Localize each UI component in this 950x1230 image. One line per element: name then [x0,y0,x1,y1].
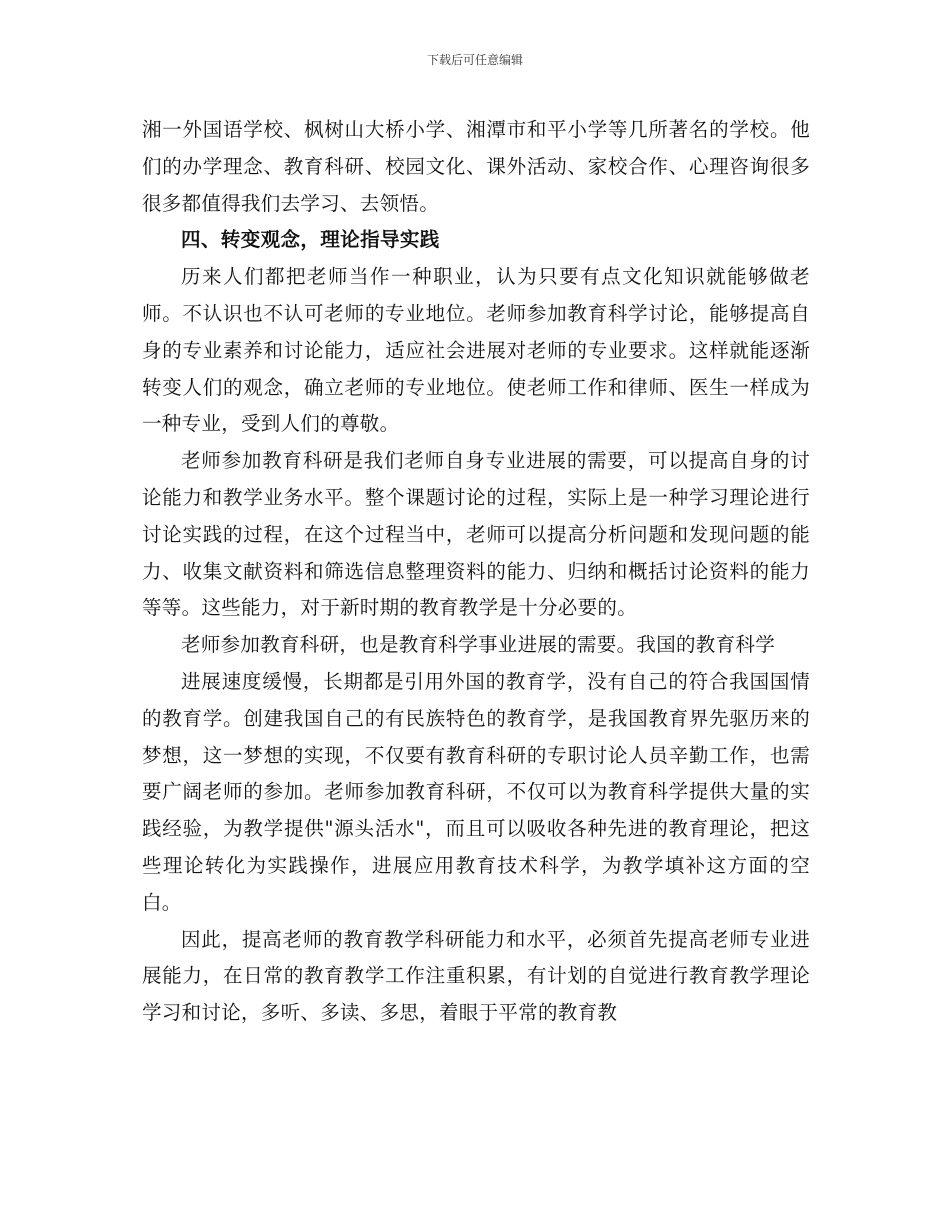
section-heading: 四、转变观念，理论指导实践 [181,228,440,252]
paragraph-education-science: 老师参加教育科研，也是教育科学事业进展的需要。我国的教育科学 [181,633,776,657]
paragraph-development-speed: 进展速度缓慢，长期都是引用外国的教育学，没有自己的符合我国国情的教育学。创建我国自己的有民族特色的教育学，是我国教育界先驱历来的梦想，这一梦想的实现，不仅要有教育科研的专职讨论人员辛勤工作，也需要广阔老师的参加。老师参加教育科研，不仅可以为教育科学提供大量的实践经验，为教学提供"源头活水"，而且可以吸收各种先进的教育理论，把这些理论转化为实践操作，进展应用教育技术科学，为教学填补这方面的空白。 [142,669,810,914]
paragraph-teacher-profession: 历来人们都把老师当作一种职业，认为只要有点文化知识就能够做老师。不认识也不认可老师的专业地位。老师参加教育科学讨论，能够提高自身的专业素养和讨论能力，适应社会进展对老师的专业要求。这样就能逐渐转变人们的观念，确立老师的专业地位。使老师工作和律师、医生一样成为一种专业，受到人们的尊敬。 [142,265,810,436]
paragraph-professional-development: 老师参加教育科研是我们老师自身专业进展的需要，可以提高自身的讨论能力和教学业务水平。整个课题讨论的过程，实际上是一种学习理论进行讨论实践的过程，在这个过程当中，老师可以提高分析问题和发现问题的能力、收集文献资料和筛选信息整理资料的能力、归纳和概括讨论资料的能力等等。这些能力，对于新时期的教育教学是十分必要的。 [142,449,810,620]
paragraph-conclusion: 因此，提高老师的教育教学科研能力和水平，必须首先提高老师专业进展能力，在日常的教育教学工作注重积累，有计划的自觉进行教育教学理论学习和讨论，多听、多读、多思，着眼于平常的教育教 [142,927,810,1025]
page-header: 下载后可任意编辑 [426,53,523,67]
paragraph-school-list: 湘一外国语学校、枫树山大桥小学、湘潭市和平小学等几所著名的学校。他们的办学理念、教育科研、校园文化、课外活动、家校合作、心理咨询很多很多都值得我们去学习、去领悟。 [142,118,810,215]
document-body [142,112,810,1032]
